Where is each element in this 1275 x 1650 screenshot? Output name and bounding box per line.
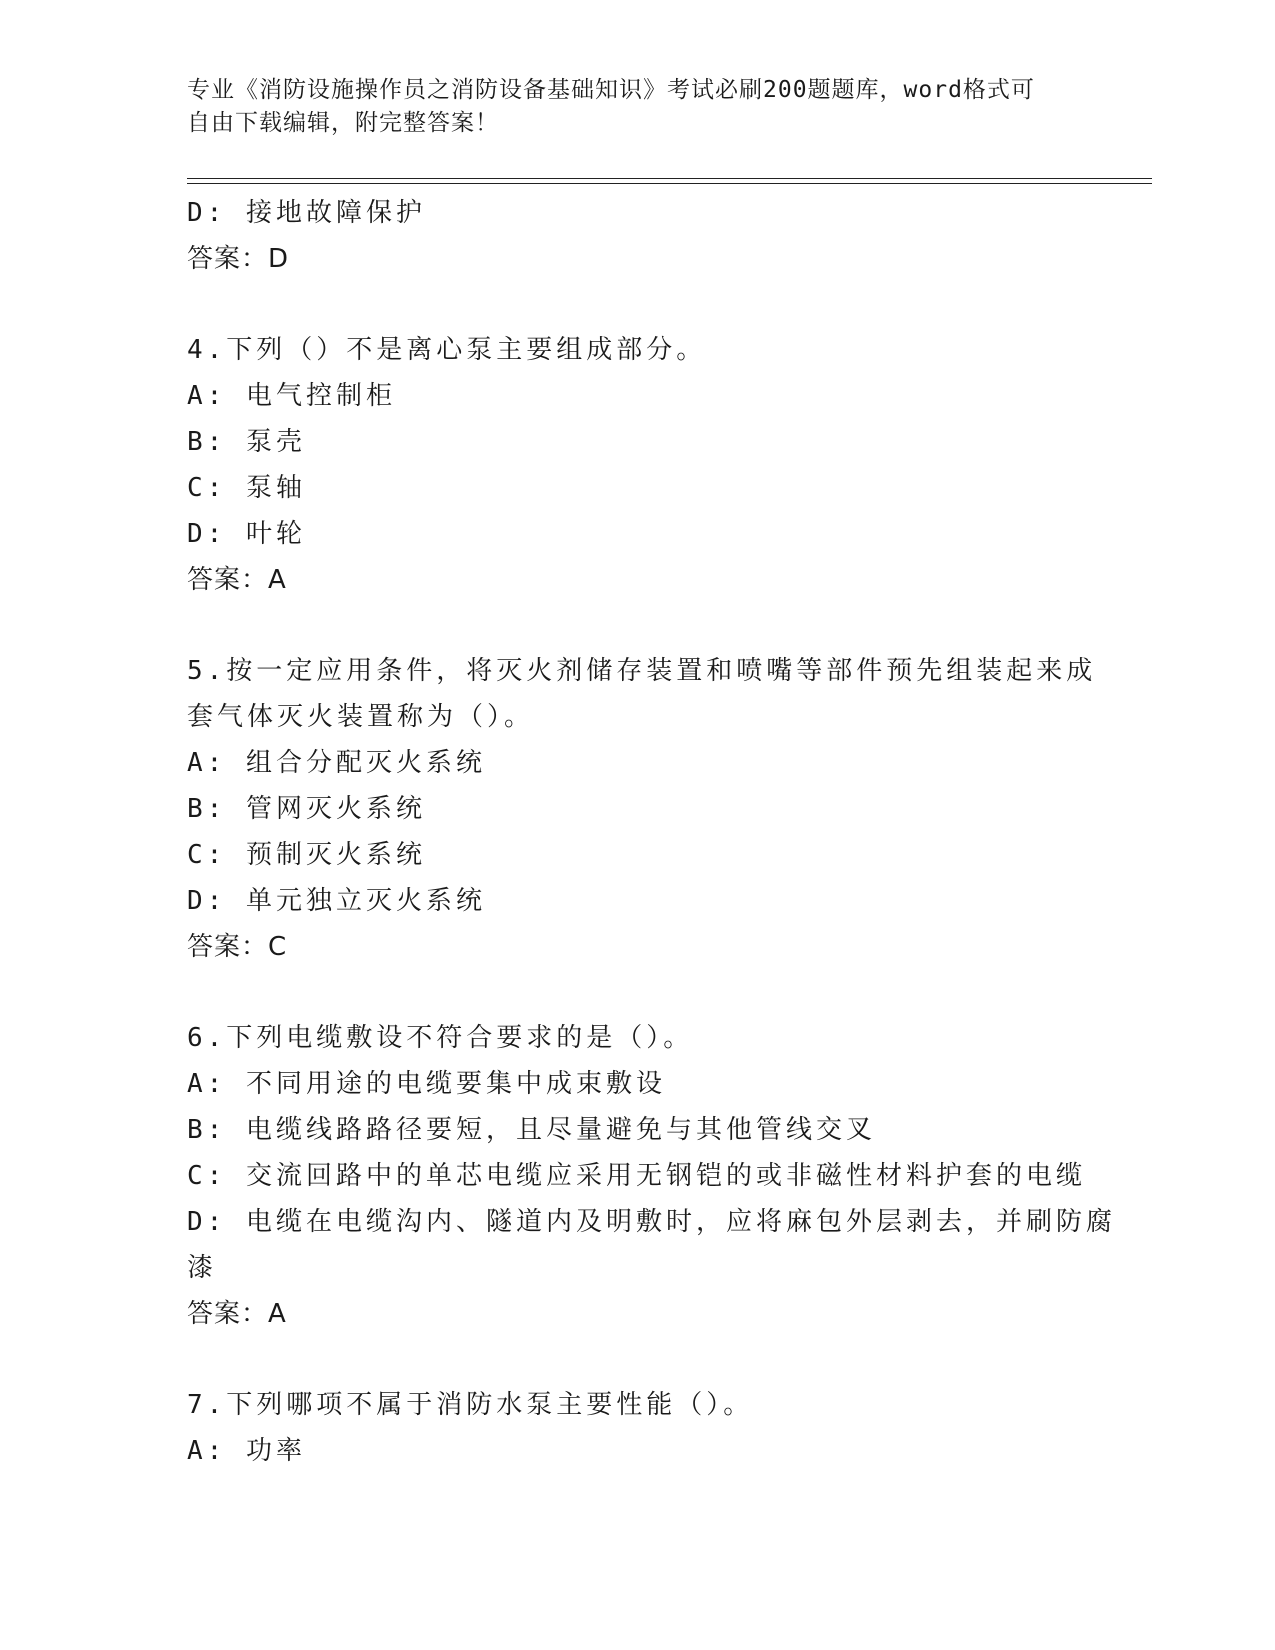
question-7: [187, 1382, 1087, 1474]
question-4-stem: 4.下列（）不是离心泵主要组成部分。: [187, 335, 707, 365]
question-6: [187, 1015, 1116, 1337]
question-4: [187, 327, 1087, 603]
header-line-2: 自由下载编辑，附完整答案！: [187, 110, 499, 136]
question-5-stem-line-2: 套气体灭火装置称为（）。: [187, 702, 535, 732]
question-6-option-d-continued: 漆: [187, 1253, 218, 1283]
question-4-option-c: C: 泵轴: [187, 473, 306, 503]
document-header: [187, 74, 1077, 140]
question-6-option-d: D: 电缆在电缆沟内、隧道内及明敷时，应将麻包外层剥去，并刷防腐: [187, 1207, 1116, 1237]
question-5-stem-line-1: 5.按一定应用条件，将灭火剂储存装置和喷嘴等部件预先组装起来成: [187, 656, 1097, 686]
prev-answer: 答案：D: [187, 244, 290, 274]
question-6-option-a: A: 不同用途的电缆要集中成束敷设: [187, 1069, 666, 1099]
question-4-answer: 答案：A: [187, 565, 287, 595]
header-line-1: 专业《消防设施操作员之消防设备基础知识》考试必刷200题题库，word格式可: [187, 77, 1035, 103]
header-divider-bottom: [187, 183, 1152, 184]
question-6-stem: 6.下列电缆敷设不符合要求的是（）。: [187, 1023, 694, 1053]
question-5-option-a: A: 组合分配灭火系统: [187, 748, 486, 778]
question-4-option-b: B: 泵壳: [187, 427, 306, 457]
question-5-answer: 答案：C: [187, 932, 288, 962]
question-7-stem: 7.下列哪项不属于消防水泵主要性能（）。: [187, 1390, 754, 1420]
question-4-option-a: A: 电气控制柜: [187, 381, 396, 411]
question-6-answer: 答案：A: [187, 1299, 287, 1329]
question-5: [187, 648, 1097, 970]
question-6-option-c: C: 交流回路中的单芯电缆应采用无钢铠的或非磁性材料护套的电缆: [187, 1161, 1086, 1191]
question-5-option-c: C: 预制灭火系统: [187, 840, 426, 870]
question-5-option-b: B: 管网灭火系统: [187, 794, 426, 824]
question-6-option-b: B: 电缆线路路径要短，且尽量避免与其他管线交叉: [187, 1115, 876, 1145]
question-7-option-a: A: 功率: [187, 1436, 306, 1466]
question-5-option-d: D: 单元独立灭火系统: [187, 886, 486, 916]
header-divider-top: [187, 178, 1152, 179]
question-list: [187, 190, 1116, 1474]
prev-option-d: D: 接地故障保护: [187, 198, 426, 228]
question-4-option-d: D: 叶轮: [187, 519, 306, 549]
